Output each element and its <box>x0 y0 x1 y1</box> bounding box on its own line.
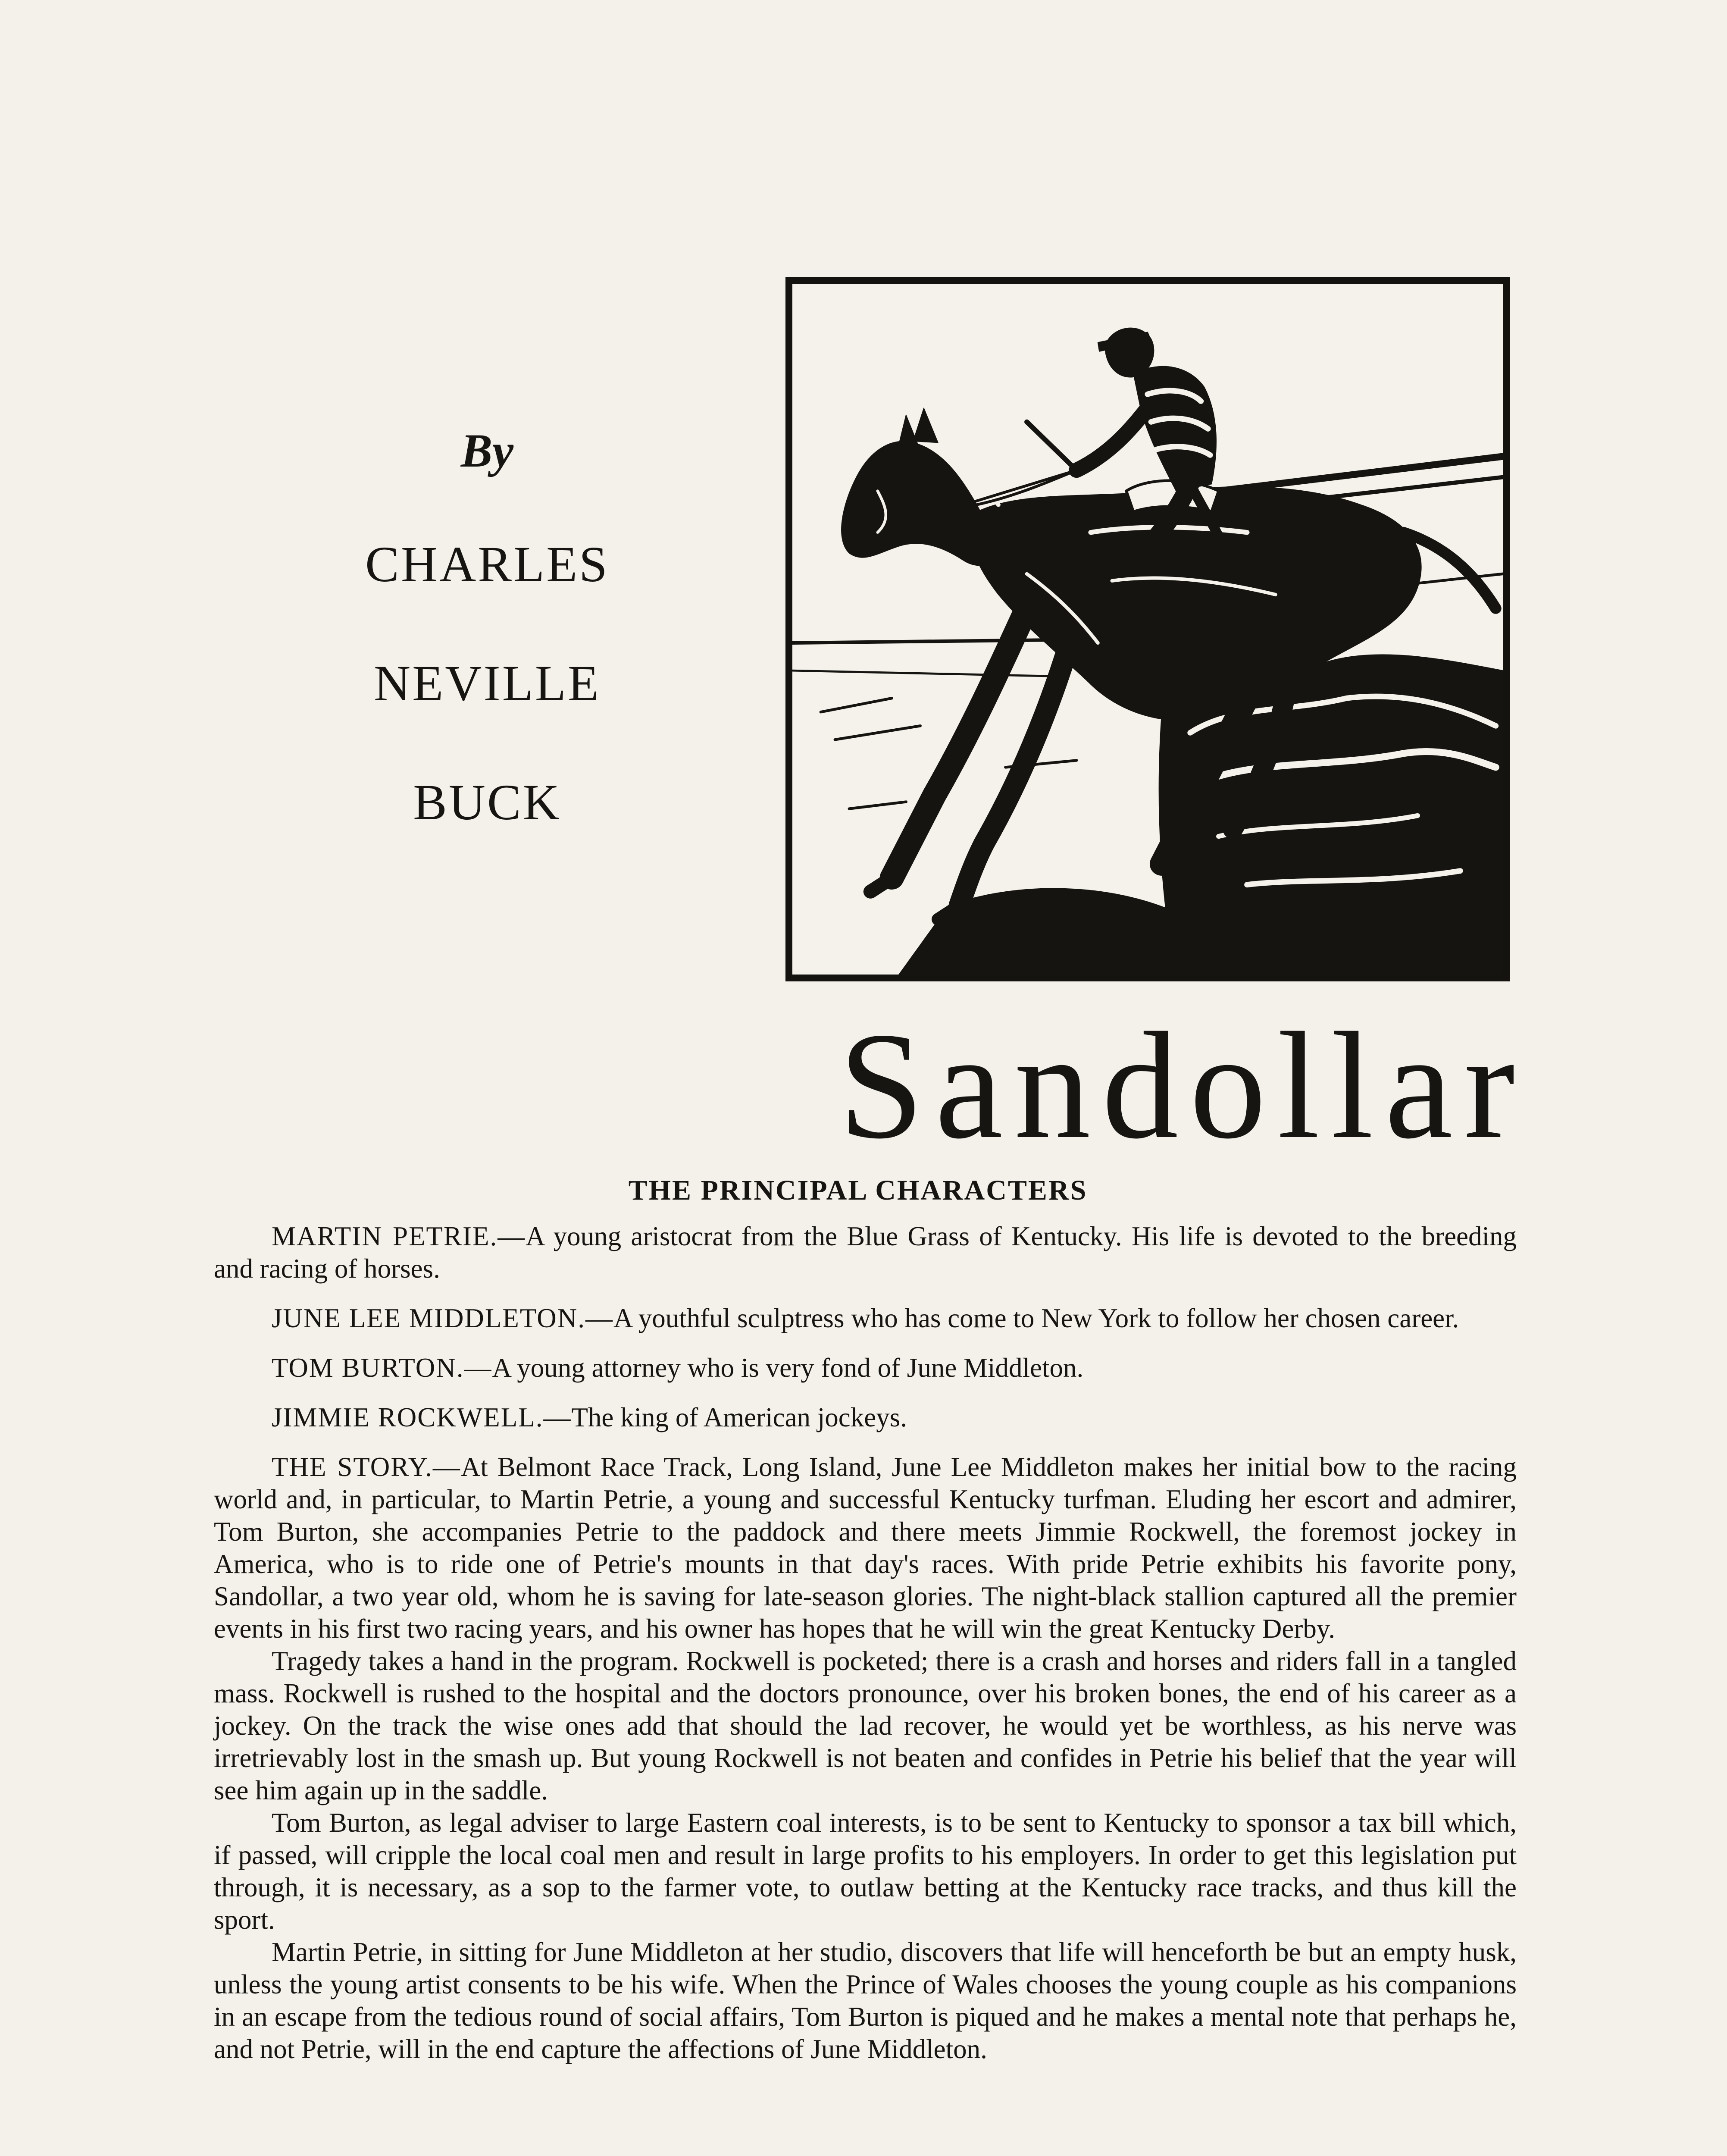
story-paragraph <box>214 1451 1517 1645</box>
character-name: TOM BURTON.— <box>272 1353 492 1383</box>
character-name: JUNE LEE MIDDLETON.— <box>272 1303 613 1333</box>
jockey-horse-illustration <box>785 277 1510 981</box>
character-description: The king of American jockeys. <box>571 1402 907 1432</box>
character-entry <box>214 1352 1517 1384</box>
author-first-name: CHARLES <box>365 536 609 592</box>
character-description: A young aristocrat from the Blue Grass of Kentucky. His life is devoted to the breeding and racing of horses. <box>214 1221 1517 1284</box>
character-entry <box>214 1302 1517 1335</box>
character-name: MARTIN PETRIE.— <box>272 1221 526 1251</box>
story-text: At Belmont Race Track, Long Island, June Lee Middleton makes her initial bow to the racing world and, in particular, to Martin Petrie, a young and successful Kentucky turfman. Eluding her escort and admirer, Tom Burton, she accompanies Petrie to the paddock and there meets Jimmie Rockwell, the foremost jockey in America, who is to ride one of Petrie's mounts in that day's races. With pride Petrie exhibits his favorite pony, Sandollar, a two year old, whom he is saving for late-season glories. The night-black stallion captured all the premier events in his first two racing years, and his owner has hopes that he will win the great Kentucky Derby. <box>214 1452 1517 1644</box>
story-paragraph: Tom Burton, as legal adviser to large Eastern coal interests, is to be sent to Kentucky to sponsor a tax bill which, if passed, will cripple the local coal men and result in large profits to his employers. In order to get this legislation put through, it is necessary, as a sop to the farmer vote, to outlaw betting at the Kentucky race tracks, and thus kill the sport. <box>214 1808 1517 1935</box>
story-label: THE STORY.— <box>272 1452 461 1482</box>
racehorse-jockey-drawing <box>792 284 1503 975</box>
story-title: Sandollar <box>838 1001 1526 1170</box>
character-entry <box>214 1401 1517 1434</box>
author-middle-name: NEVILLE <box>373 655 601 711</box>
story-paragraph: Martin Petrie, in sitting for June Middleton at her studio, discovers that life will henceforth be but an empty husk, unless the young artist consents to be his wife. When the Prince of Wales chooses the young couple as his companions in an escape from the tedious round of social affairs, Tom Burton is piqued and he makes a mental note that perhaps he, and not Petrie, will in the end capture the affections of June Middleton. <box>214 1937 1517 2064</box>
article-body <box>214 1220 1517 2065</box>
characters-heading: THE PRINCIPAL CHARACTERS <box>628 1175 1088 1206</box>
byline-by: By <box>460 424 514 477</box>
byline <box>302 424 673 896</box>
character-name: JIMMIE ROCKWELL.— <box>272 1402 572 1432</box>
author-last-name: BUCK <box>413 774 561 830</box>
character-description: A youthful sculptress who has come to New York to follow her chosen career. <box>613 1303 1459 1333</box>
character-entry <box>214 1220 1517 1285</box>
character-description: A young attorney who is very fond of June Middleton. <box>492 1353 1084 1383</box>
story-paragraph: Tragedy takes a hand in the program. Rockwell is pocketed; there is a crash and horses and riders fall in a tangled mass. Rockwell is rushed to the hospital and the doctors pronounce, over his broken bones, the end of his career as a jockey. On the track the wise ones add that should the lad recover, he would yet be worthless, as his nerve was irretrievably lost in the smash up. But young Rockwell is not beaten and confides in Petrie his belief that the year will see him again up in the saddle. <box>214 1646 1517 1805</box>
